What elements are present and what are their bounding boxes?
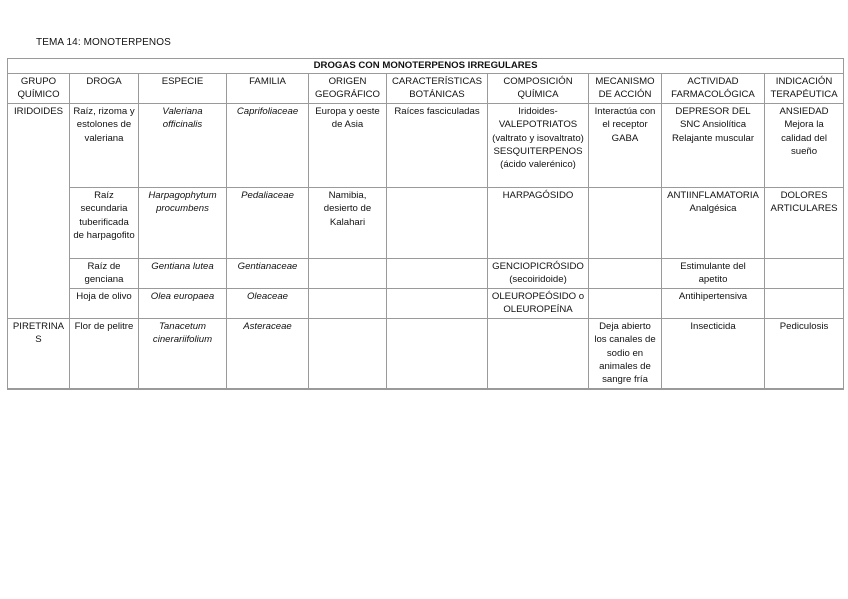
droga-cell: Raíz, rizoma y estolones de valeriana xyxy=(70,103,139,187)
mecanismo-cell: Interactúa con el receptor GABA xyxy=(589,103,662,187)
table-row xyxy=(8,258,844,288)
table-caption: DROGAS CON MONOTERPENOS IRREGULARES xyxy=(8,59,844,74)
caracteristicas-cell: Raíces fasciculadas xyxy=(387,103,488,187)
table-row xyxy=(8,318,844,389)
indicacion-cell xyxy=(765,288,844,318)
familia-cell: Asteraceae xyxy=(227,318,309,389)
especie-cell: Harpagophytum procumbens xyxy=(139,187,227,258)
especie-cell: Olea europaea xyxy=(139,288,227,318)
origen-cell xyxy=(309,318,387,389)
mecanismo-cell xyxy=(589,187,662,258)
caracteristicas-cell xyxy=(387,318,488,389)
group-cell: IRIDOIDES xyxy=(8,103,70,318)
familia-cell: Pedaliaceae xyxy=(227,187,309,258)
group-cell: PIRETRINAS xyxy=(8,318,70,389)
header-mecanismo: MECANISMO DE ACCIÓN xyxy=(589,74,662,104)
composicion-cell xyxy=(488,318,589,389)
origen-cell: Europa y oeste de Asia xyxy=(309,103,387,187)
mecanismo-cell xyxy=(589,288,662,318)
header-origen: ORIGEN GEOGRÁFICO xyxy=(309,74,387,104)
composicion-cell: GENCIOPICRÓSIDO (secoiridoide) xyxy=(488,258,589,288)
droga-cell: Hoja de olivo xyxy=(70,288,139,318)
actividad-cell: DEPRESOR DEL SNC Ansiolítica Relajante muscular xyxy=(662,103,765,187)
table-row xyxy=(8,187,844,258)
indicacion-cell: DOLORES ARTICULARES xyxy=(765,187,844,258)
actividad-cell: Estimulante del apetito xyxy=(662,258,765,288)
origen-cell xyxy=(309,288,387,318)
header-especie: ESPECIE xyxy=(139,74,227,104)
indicacion-cell xyxy=(765,258,844,288)
caracteristicas-cell xyxy=(387,288,488,318)
mecanismo-cell xyxy=(589,258,662,288)
header-grupo: GRUPO QUÍMICO xyxy=(8,74,70,104)
actividad-cell: ANTIINFLAMATORIA Analgésica xyxy=(662,187,765,258)
origen-cell xyxy=(309,258,387,288)
actividad-cell: Antihipertensiva xyxy=(662,288,765,318)
familia-cell: Caprifoliaceae xyxy=(227,103,309,187)
header-row xyxy=(8,74,844,104)
composicion-cell: HARPAGÓSIDO xyxy=(488,187,589,258)
familia-cell: Oleaceae xyxy=(227,288,309,318)
document-title: TEMA 14: MONOTERPENOS xyxy=(36,37,171,48)
especie-cell: Gentiana lutea xyxy=(139,258,227,288)
droga-cell: Raíz secundaria tuberificada de harpagofito xyxy=(70,187,139,258)
header-caracteristicas: CARACTERÍSTICAS BOTÁNICAS xyxy=(387,74,488,104)
header-droga: DROGA xyxy=(70,74,139,104)
composicion-cell: Iridoides-VALEPOTRIATOS (valtrato y isovaltrato) SESQUITERPENOS (ácido valerénico) xyxy=(488,103,589,187)
actividad-cell: Insecticida xyxy=(662,318,765,389)
header-composicion: COMPOSICIÓN QUÍMICA xyxy=(488,74,589,104)
caracteristicas-cell xyxy=(387,187,488,258)
header-actividad: ACTIVIDAD FARMACOLÓGICA xyxy=(662,74,765,104)
droga-cell: Raíz de genciana xyxy=(70,258,139,288)
monoterpenes-table xyxy=(7,58,844,390)
indicacion-cell: ANSIEDAD Mejora la calidad del sueño xyxy=(765,103,844,187)
familia-cell: Gentianaceae xyxy=(227,258,309,288)
droga-cell: Flor de pelitre xyxy=(70,318,139,389)
header-indicacion: INDICACIÓN TERAPÉUTICA xyxy=(765,74,844,104)
composicion-cell: OLEUROPEÓSIDO o OLEUROPEÍNA xyxy=(488,288,589,318)
header-familia: FAMILIA xyxy=(227,74,309,104)
especie-cell: Tanacetum cinerariifolium xyxy=(139,318,227,389)
caracteristicas-cell xyxy=(387,258,488,288)
origen-cell: Namibia, desierto de Kalahari xyxy=(309,187,387,258)
table-row xyxy=(8,103,844,187)
table-row xyxy=(8,288,844,318)
mecanismo-cell: Deja abierto los canales de sodio en animales de sangre fría xyxy=(589,318,662,389)
especie-cell: Valeriana officinalis xyxy=(139,103,227,187)
indicacion-cell: Pediculosis xyxy=(765,318,844,389)
